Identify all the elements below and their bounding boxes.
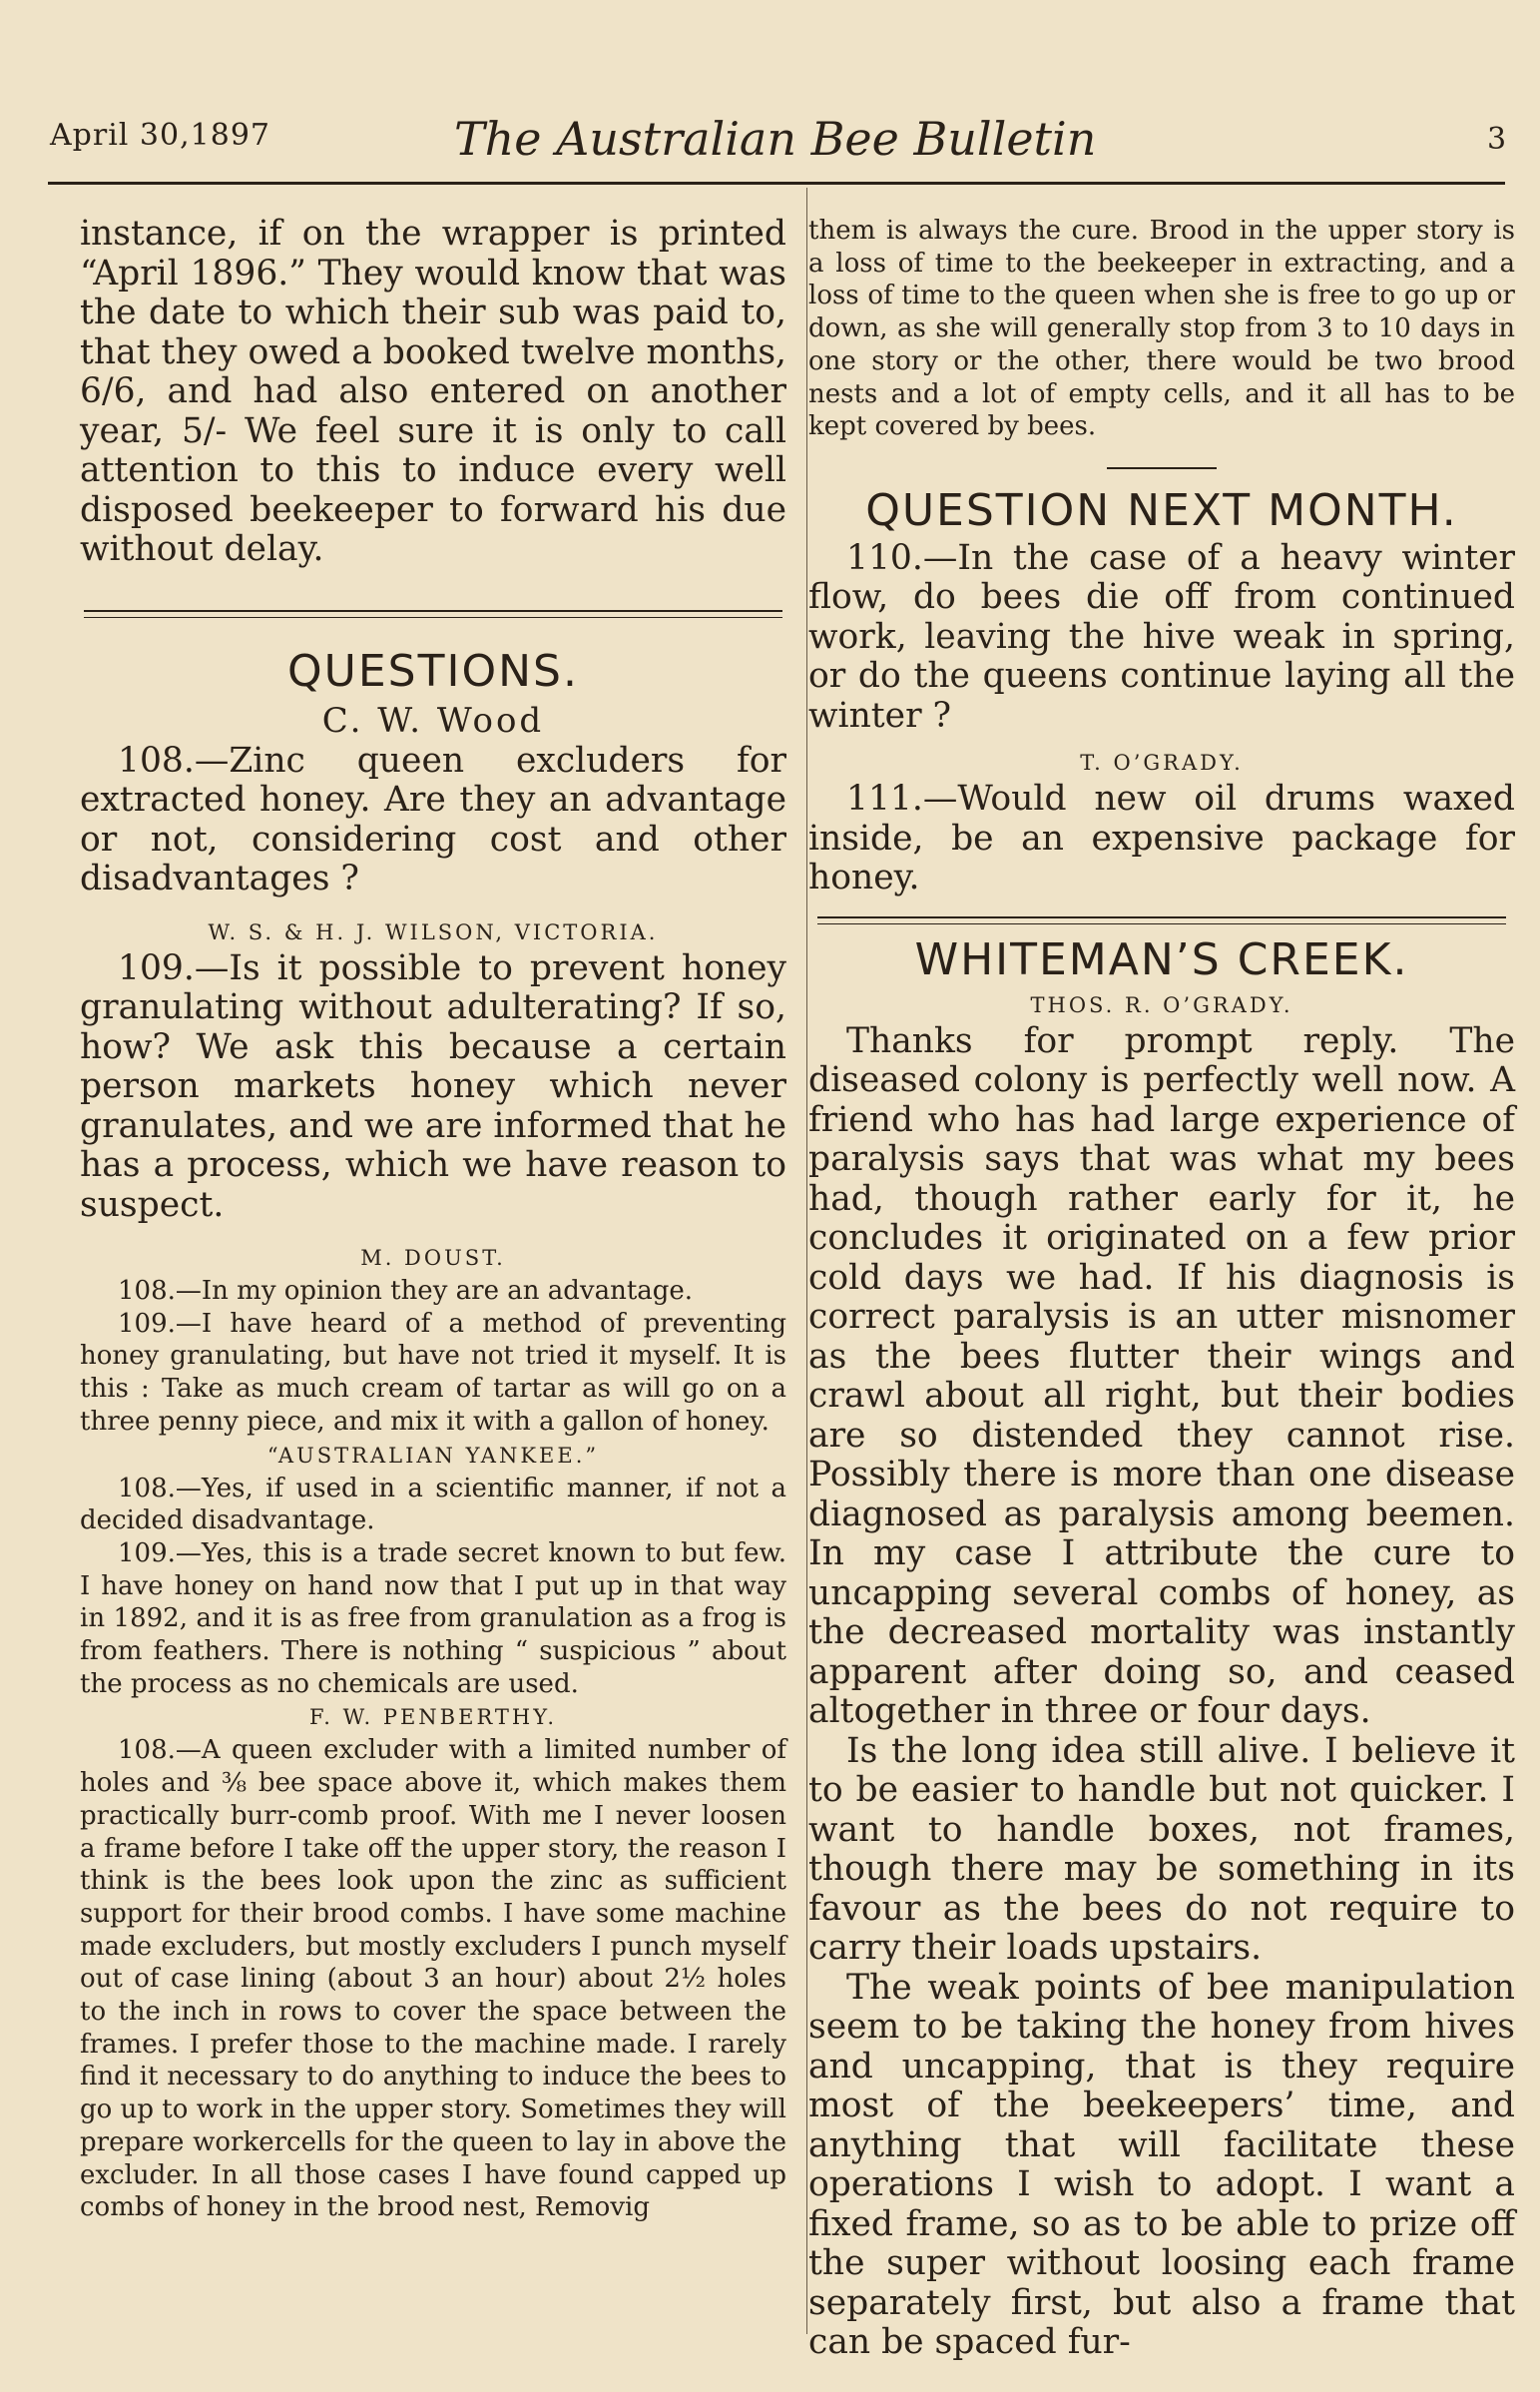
intro-paragraph: instance, if on the wrapper is printed “April 1896.” They would know that was the date to which their sub was paid to, that they owed a booked twelve months, 6/6, and had also entered on another year, 5/- We feel sure it is only to call attention to this to induce every well disposed beekeeper to forward his due without delay. — [80, 214, 786, 569]
yankee-author: “AUSTRALIAN YANKEE.” — [266, 1443, 600, 1468]
issue-date: April 30,1897 — [50, 118, 270, 153]
questions-author: C. W. Wood — [321, 700, 545, 741]
doust-author: M. DOUST. — [360, 1246, 506, 1270]
question-109: 109.—Is it possible to prevent honey granulating without adulterating? If so, how? We ask this because a certain person markets honey which never granulates, and we are informed that he has a process, which we have reason to suspect. — [80, 947, 786, 1225]
continued-paragraph: them is always the cure. Brood in the upper story is a loss of time to the beekeeper in extracting, and a loss of time to the queen when she is free to go up or down, as she will generally stop from 3 to 10 days in one story or the other, there would be two brood nests and a lot of empty cells, and it all has to be kept covered by bees. — [808, 216, 1515, 442]
publication-title: The Australian Bee Bulletin — [454, 112, 1097, 166]
section-rule — [84, 610, 782, 618]
creek-paragraph-2: Is the long idea still alive. I believe it to be easier to handle but not quicker. I want to handle boxes, not frames, though there may be something in its favour as the bees do not require to carry their loads upstairs. — [808, 1730, 1515, 1969]
right-column — [808, 215, 1515, 2363]
whitemans-creek-heading: WHITEMAN’S CREEK. — [914, 933, 1409, 985]
creek-paragraph-1: Thanks for prompt reply. The diseased colony is perfectly well now. A friend who has had large experience of paralysis says that was what my bees had, though rather early for it, he concludes it originated on a few prior cold days we had. If his diagnosis is correct paralysis is an utter misnomer as the bees flutter their wings and crawl about all right, but their bodies are so distended they cannot rise. Possibly there is more than one disease diagnosed as paralysis among beemen. In my case I attribute the cure to uncapping several combs of honey, as the decreased mortality was instantly apparent after doing so, and ceased altogether in three or four days. — [808, 1020, 1515, 1732]
doust-answer-109: 109.—I have heard of a method of preventing honey granulating, but have not tried it myself. It is this : Take as much cream of tartar as will go on a three penny piece, and mix it with a gallon of honey. — [80, 1308, 786, 1437]
left-column — [80, 215, 786, 2224]
next-month-heading: QUESTION NEXT MONTH. — [865, 484, 1458, 536]
wilson-author: W. S. & H. J. WILSON, VICTORIA. — [208, 919, 659, 944]
question-108: 108.—Zinc queen excluders for extracted honey. Are they an advantage or not, considering cost and other disadvantages ? — [80, 740, 786, 898]
question-111: 111.—Would new oil drums waxed inside, be an expensive package for honey. — [808, 779, 1515, 898]
thos-ogrady-author: THOS. R. O’GRADY. — [1030, 992, 1293, 1017]
penberthy-author: F. W. PENBERTHY. — [308, 1705, 558, 1730]
page-number: 3 — [1487, 122, 1507, 157]
penberthy-answer-108: 108.—A queen excluder with a limited number of holes and ⅜ bee space above it, which makes them practically burr-comb proof. With me I never loosen a frame before I take off the upper story, the reason I think is the bees look upon the zinc as sufficient support for their brood combs. I have some machine made excluders, but mostly excluders I punch myself out of case lining (about 3 an hour) about 2½ holes to the inch in rows to cover the space between the frames. I prefer those to the machine made. I rarely find it necessary to do anything to induce the bees to go up to work in the upper story. Sometimes they will prepare workercells for the queen to lay in above the excluder. In all those cases I have found capped up combs of honey in the brood nest, Removig — [80, 1735, 786, 2223]
column-divider — [806, 188, 807, 2334]
question-110: 110.—In the case of a heavy winter flow, do bees die off from continued work, leaving the hive weak in spring, or do the queens continue laying all the winter ? — [808, 537, 1515, 736]
creek-paragraph-3: The weak points of bee manipulation seem to be taking the honey from hives and uncapping, that is they require most of the beekeepers’ time, and anything that will facilitate these operations I wish to adopt. I want a fixed frame, so as to be able to prize off the super without loosing each frame separately first, but also a frame that can be spaced fur- — [808, 1967, 1515, 2363]
questions-heading: QUESTIONS. — [287, 645, 579, 697]
section-rule — [817, 916, 1506, 924]
doust-answer-108: 108.—In my opinion they are an advantage. — [118, 1276, 694, 1306]
yankee-answer-108: 108.—Yes, if used in a scientific manner, if not a decided disadvantage. — [80, 1473, 786, 1536]
ogrady-author: T. O’GRADY. — [1080, 751, 1244, 776]
yankee-answer-109: 109.—Yes, this is a trade secret known to but few. I have honey on hand now that I put up in that way in 1892, and it is as free from granulation as a frog is from feathers. There is nothing “ suspicious ” about the process as no chemicals are used. — [80, 1537, 786, 1699]
header-rule — [48, 182, 1505, 185]
